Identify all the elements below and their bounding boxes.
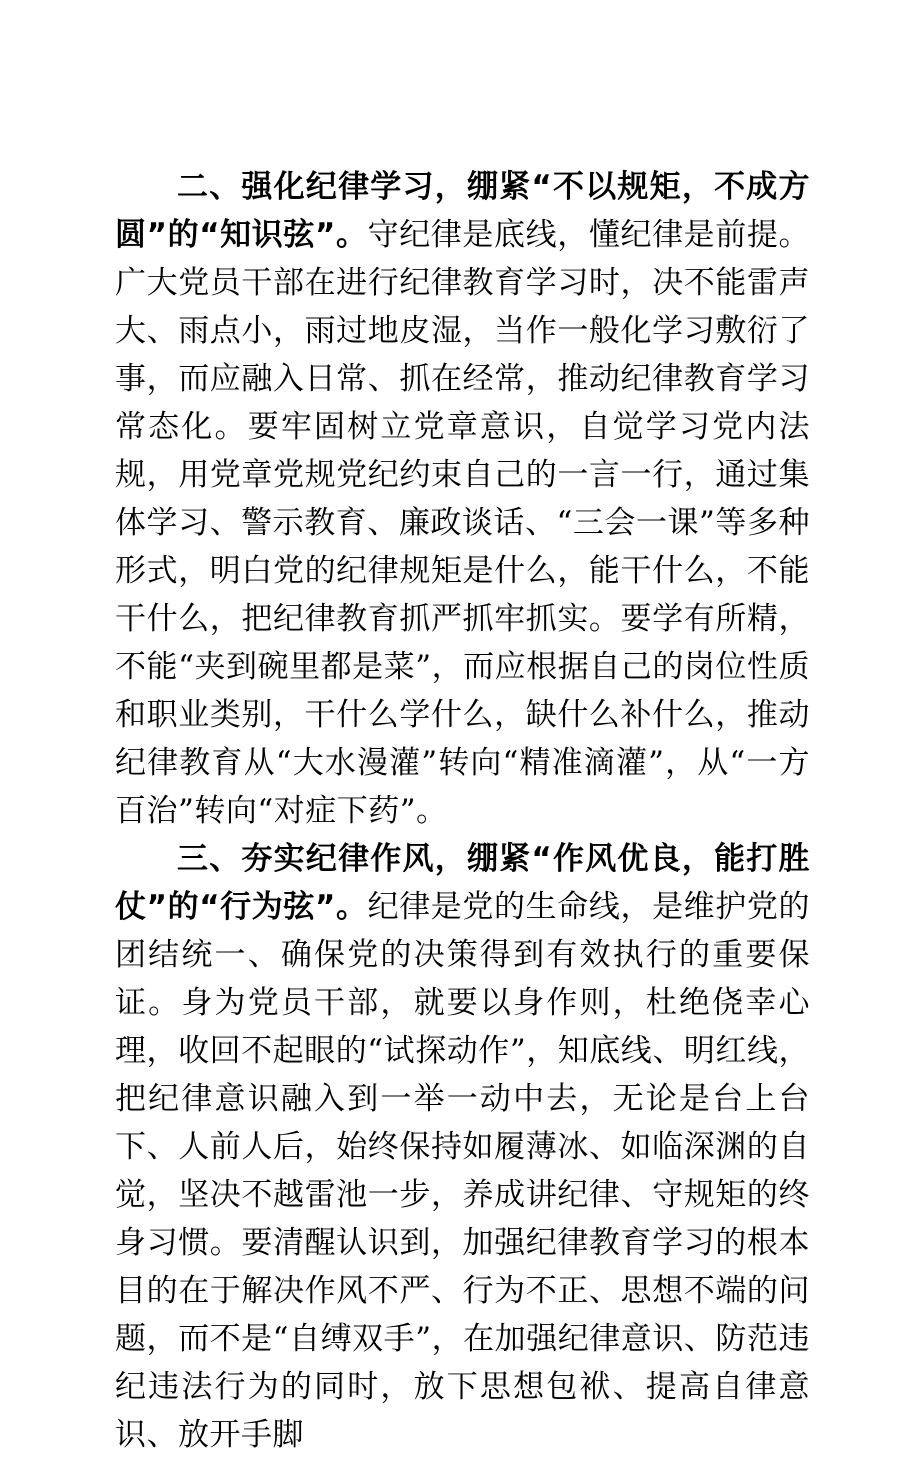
section-2-paragraph — [115, 163, 810, 835]
section-2-heading: 二、强化纪律学习，绷紧“不以规矩，不成方圆”的“知识弦”。 — [115, 169, 810, 253]
section-3-paragraph — [115, 835, 810, 1459]
section-3-heading: 三、夯实纪律作风，绷紧“作风优良，能打胜仗”的“行为弦”。 — [115, 841, 810, 925]
section-2-body: 守纪律是底线，懂纪律是前提。广大党员干部在进行纪律教育学习时，决不能雷声大、雨点小，雨过地皮湿，当作一般化学习敷衍了事，而应融入日常、抓在经常，推动纪律教育学习常态化。要牢固树立党章意识，自觉学习党内法规，用党章党规党纪约束自己的一言一行，通过集体学习、警示教育、廉政谈话、“三会一课”等多种形式，明白党的纪律规矩是什么，能干什么，不能干什么，把纪律教育抓严抓牢抓实。要学有所精，不能“夹到碗里都是菜”，而应根据自己的岗位性质和职业类别，干什么学什么，缺什么补什么，推动纪律教育从“大水漫灌”转向“精准滴灌”，从“一方百治”转向“对症下药”。 — [115, 217, 810, 829]
section-3-body: 纪律是党的生命线，是维护党的团结统一、确保党的决策得到有效执行的重要保证。身为党员干部，就要以身作则，杜绝侥幸心理，收回不起眼的“试探动作”，知底线、明红线，把纪律意识融入到一举一动中去，无论是台上台下、人前人后，始终保持如履薄冰、如临深渊的自觉，坚决不越雷池一步，养成讲纪律、守规矩的终身习惯。要清醒认识到，加强纪律教育学习的根本目的在于解决作风不严、行为不正、思想不端的问题，而不是“自缚双手”，在加强纪律意识、防范违纪违法行为的同时，放下思想包袱、提高自律意识、放开手脚 — [115, 889, 810, 1453]
